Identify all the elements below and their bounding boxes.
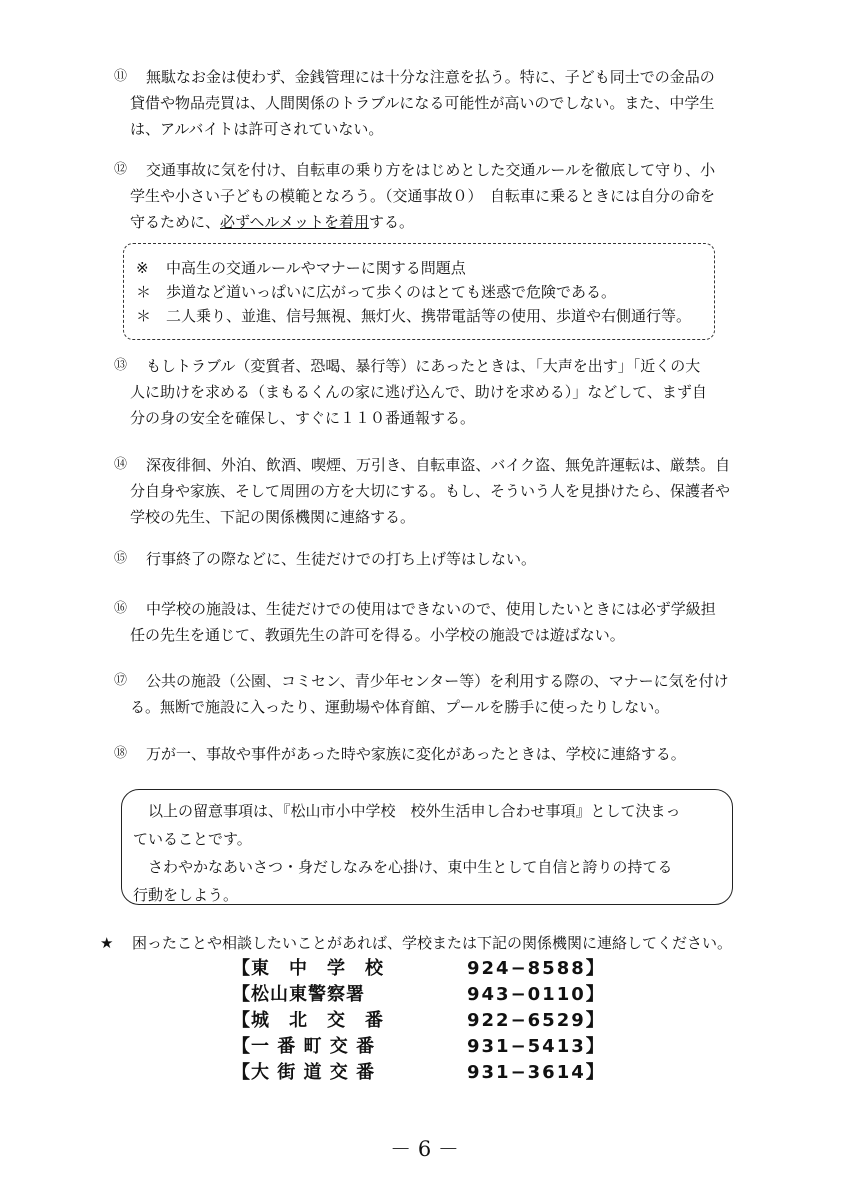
helmet-underlined-text: 必ずヘルメットを着用: [220, 213, 369, 231]
traffic-issues-box: [123, 243, 715, 340]
item-text-line: 学生や小さい子どもの模範となろう。（交通事故０） 自転車に乗るときには自分の命を: [130, 187, 716, 205]
note-text: 二人乗り、並進、信号無視、無灯火、携帯電話等の使用、歩道や右側通行等。: [166, 307, 692, 325]
contact-row: [232, 1034, 606, 1060]
contact-name: 【一 番 町 交 番: [232, 1036, 376, 1057]
item-number: ⑱: [114, 746, 128, 761]
contact-intro: [100, 930, 732, 956]
summary-line: さわやかなあいさつ・身だしなみを心掛け、東中生として自信と誇りの持てる: [133, 858, 673, 876]
item-13: [114, 353, 754, 431]
contact-phone: 924−8588】: [467, 958, 606, 979]
item-text-line: 学校の先生、下記の関係機関に連絡する。: [130, 508, 416, 526]
item-text-line: 人に助けを求める（まもるくんの家に逃げ込んで、助けを求める）」などして、まず自: [130, 383, 707, 401]
note-text: 中高生の交通ルールやマナーに関する問題点: [166, 259, 466, 277]
contact-row: [232, 956, 606, 982]
item-text-line: 万が一、事故や事件があった時や家族に変化があったときは、学校に連絡する。: [146, 745, 686, 763]
contact-intro-text: 困ったことや相談したいことがあれば、学校または下記の関係機関に連絡してください。: [132, 934, 733, 952]
contact-phone: 931−5413】: [467, 1036, 606, 1057]
contact-phone: 943−0110】: [467, 984, 606, 1005]
contact-name: 【松山東警察署: [232, 984, 365, 1005]
contact-list: [232, 956, 606, 1086]
item-text-line: 公共の施設（公園、コミセン、青少年センター等）を利用する際の、マナーに気を付け: [146, 672, 729, 690]
item-text-line: は、アルバイトは許可されていない。: [130, 120, 384, 138]
notes-row: [136, 256, 714, 280]
item-text-line: 無駄なお金は使わず、金銭管理には十分な注意を払う。特に、子ども同士での金品の: [146, 68, 715, 86]
notes-row: [136, 304, 714, 328]
contact-name: 【大 街 道 交 番: [232, 1062, 376, 1083]
item-text: する。: [368, 213, 414, 231]
contact-name: 【東 中 学 校: [232, 958, 384, 979]
item-number: ⑪: [114, 69, 128, 84]
contact-row: [232, 1008, 606, 1034]
item-text-line: [114, 209, 754, 235]
item-11: [114, 64, 754, 142]
summary-line: 以上の留意事項は、『松山市小中学校 校外生活申し合わせ事項』として決まっ: [133, 802, 681, 820]
item-text-line: 貸借や物品売買は、人間関係のトラブルになる可能性が高いのでしない。また、中学生: [130, 94, 715, 112]
item-text-line: る。無断で施設に入ったり、運動場や体育館、プールを勝手に使ったりしない。: [130, 698, 670, 716]
item-17: [114, 668, 754, 720]
contact-row: [232, 1060, 606, 1086]
note-mark: ＊: [136, 307, 152, 325]
item-number: ⑬: [114, 358, 128, 373]
item-12: [114, 157, 754, 235]
item-14: [114, 452, 754, 530]
item-text-line: 分の身の安全を確保し、すぐに１１０番通報する。: [130, 409, 476, 427]
contact-row: [232, 982, 606, 1008]
item-text-line: 行事終了の際などに、生徒だけでの打ち上げ等はしない。: [146, 550, 537, 568]
item-text-line: 交通事故に気を付け、自転車の乗り方をはじめとした交通ルールを徹底して守り、小: [146, 161, 716, 179]
item-text: 守るために、: [130, 213, 221, 231]
item-15: [114, 546, 754, 572]
contact-name: 【城 北 交 番: [232, 1010, 384, 1031]
item-16: [114, 596, 754, 648]
item-18: [114, 741, 754, 767]
contact-phone: 922−6529】: [467, 1010, 606, 1031]
item-number: ⑯: [114, 601, 128, 616]
item-number: ⑫: [114, 162, 128, 177]
item-text-line: 中学校の施設は、生徒だけでの使用はできないので、使用したいときには必ず学級担: [146, 600, 716, 618]
star-icon: ★: [100, 934, 114, 952]
item-text-line: 分自身や家族、そして周囲の方を大切にする。もし、そういう人を見掛けたら、保護者や: [130, 482, 731, 500]
item-text-line: 深夜徘徊、外泊、飲酒、喫煙、万引き、自転車盗、バイク盗、無免許運転は、厳禁。自: [146, 456, 731, 474]
summary-line: 行動をしよう。: [133, 886, 239, 904]
note-mark: ※: [136, 259, 149, 277]
page-number: － 6 －: [390, 1137, 459, 1161]
item-number: ⑰: [114, 673, 128, 688]
note-mark: ＊: [136, 283, 152, 301]
item-number: ⑭: [114, 457, 128, 472]
item-text-line: 任の先生を通じて、教頭先生の許可を得る。小学校の施設では遊ばない。: [130, 626, 625, 644]
summary-box: [121, 789, 733, 905]
item-number: ⑮: [114, 551, 128, 566]
note-text: 歩道など道いっぱいに広がって歩くのはとても迷惑で危険である。: [166, 283, 617, 301]
notes-row: [136, 280, 714, 304]
item-text-line: もしトラブル（変質者、恐喝、暴行等）にあったときは、「大声を出す」「近くの大: [146, 357, 701, 375]
summary-line: ていることです。: [133, 830, 252, 848]
contact-phone: 931−3614】: [467, 1062, 606, 1083]
